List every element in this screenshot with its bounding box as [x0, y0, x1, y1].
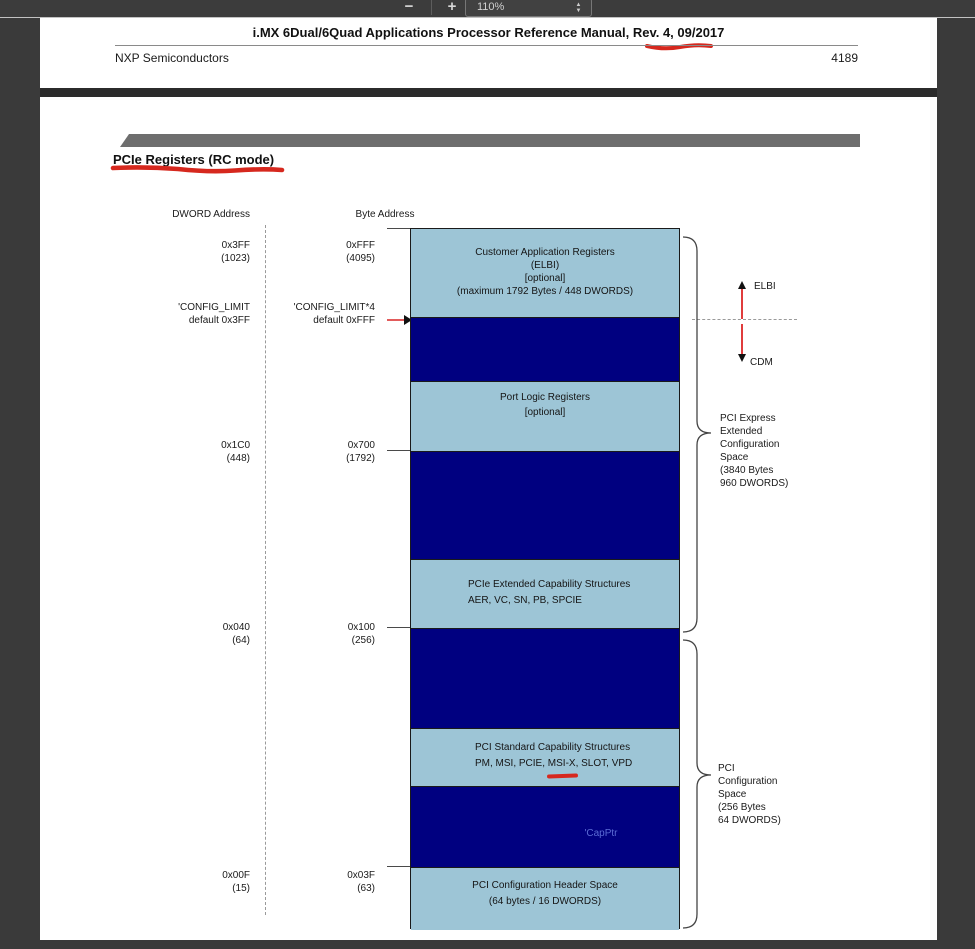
select-stepper-icon: ▲ ▼: [575, 2, 582, 14]
cdm-arrowhead-icon: [738, 354, 746, 362]
block-capptr: [411, 786, 679, 867]
label-line: 64 DWORDS): [718, 815, 781, 826]
dword-address-column-header: DWORD Address: [172, 209, 250, 220]
document-title: i.MX 6Dual/6Quad Applications Processor Reference Manual, Rev. 4, 09/2017: [252, 25, 725, 40]
label-line: Space: [718, 789, 747, 800]
dword-label: 0x1C0 (448): [221, 440, 250, 464]
byte-label: 0x03F (63): [347, 870, 375, 894]
label-line: Space: [720, 452, 749, 463]
block-line: AER, VC, SN, PB, SPCIE: [468, 595, 582, 606]
zoom-in-button[interactable]: +: [447, 0, 457, 15]
label-line: PCI Express: [720, 413, 776, 424]
brace-extended-config-space: [680, 235, 714, 634]
brace-pci-config-space: [680, 638, 714, 930]
block-port-logic-registers: [411, 381, 679, 451]
block-customer-application-registers: [411, 229, 679, 317]
label-line: Configuration: [720, 439, 780, 450]
byte-label: 0xFFF (4095): [346, 240, 375, 264]
title-rule: [115, 45, 858, 46]
document-page-current: [40, 97, 937, 940]
block-line: [optional]: [524, 407, 566, 418]
dword-label: 'CONFIG_LIMIT default 0x3FF: [178, 302, 250, 326]
label-line: PCI: [718, 763, 735, 774]
cdm-label: CDM: [750, 357, 773, 368]
dword-label: 0x00F (15): [222, 870, 250, 894]
red-underline-rev4: [644, 42, 714, 52]
block-line: [475, 756, 679, 772]
cdm-arrow: [741, 324, 743, 354]
dword-label: 0x3FF (1023): [221, 240, 250, 264]
dword-label: 0x040 (64): [222, 622, 250, 646]
block-line: Customer Application Registers: [475, 247, 615, 258]
document-page-previous: [40, 18, 937, 88]
byte-label: 0x700 (1792): [346, 440, 375, 464]
block-line: Port Logic Registers: [499, 392, 591, 403]
block-line: (maximum 1792 Bytes / 448 DWORDS): [456, 286, 634, 297]
zoom-out-button[interactable]: −: [404, 0, 414, 15]
cap-list-prefix: PM, MSI, PCIE,: [475, 758, 548, 769]
cap-list-suffix: , SLOT, VPD: [575, 758, 633, 769]
viewer-toolbar: [0, 0, 975, 18]
zoom-level-select[interactable]: [465, 0, 592, 17]
block-line: PCI Configuration Header Space: [472, 880, 618, 891]
block-reserved-3: [411, 628, 679, 728]
vendor-name: NXP Semiconductors: [115, 51, 229, 65]
label-line: (3840 Bytes: [720, 465, 774, 476]
page-number: 4189: [831, 51, 858, 65]
tick-0x100: [387, 627, 410, 628]
block-pci-config-header: [411, 867, 679, 930]
dashed-column-separator: [265, 225, 266, 915]
capptr-label: 'CapPtr: [584, 828, 618, 839]
block-pci-standard-capability: [411, 728, 679, 786]
label-line: Extended: [720, 426, 763, 437]
byte-address-column-header: Byte Address: [355, 209, 415, 220]
block-line: PCIe Extended Capability Structures: [468, 579, 631, 590]
msix-red-underlined: MSI-X: [548, 756, 576, 772]
tick-0x700: [387, 450, 410, 451]
elbi-label: ELBI: [754, 281, 776, 292]
byte-label: 'CONFIG_LIMIT*4 default 0xFFF: [293, 302, 375, 326]
block-reserved-2: [411, 451, 679, 559]
tick-0xfff: [387, 228, 410, 229]
block-line: PCI Standard Capability Structures: [475, 742, 631, 753]
page-gap: [40, 88, 937, 97]
section-header-bar: [120, 134, 860, 147]
block-reserved-1: [411, 317, 679, 381]
zoom-level-value: 110%: [477, 1, 505, 13]
label-line: (256 Bytes: [718, 802, 766, 813]
label-line: 960 DWORDS): [720, 478, 789, 489]
tick-0x03f: [387, 866, 410, 867]
block-line: [optional]: [524, 273, 566, 284]
elbi-arrowhead-icon: [738, 281, 746, 289]
byte-label: 0x100 (256): [347, 622, 375, 646]
extended-config-space-label: [720, 412, 788, 490]
block-line: (64 bytes / 16 DWORDS): [488, 896, 602, 907]
elbi-arrow: [741, 289, 743, 319]
config-limit-arrow: [387, 319, 405, 321]
toolbar-divider: [431, 0, 432, 15]
section-heading: PCIe Registers (RC mode): [113, 152, 275, 167]
block-pcie-extended-capability: [411, 559, 679, 628]
memory-map: [410, 228, 680, 929]
block-line: (ELBI): [530, 260, 560, 271]
label-line: Configuration: [718, 776, 778, 787]
pci-config-space-label: [718, 762, 781, 827]
